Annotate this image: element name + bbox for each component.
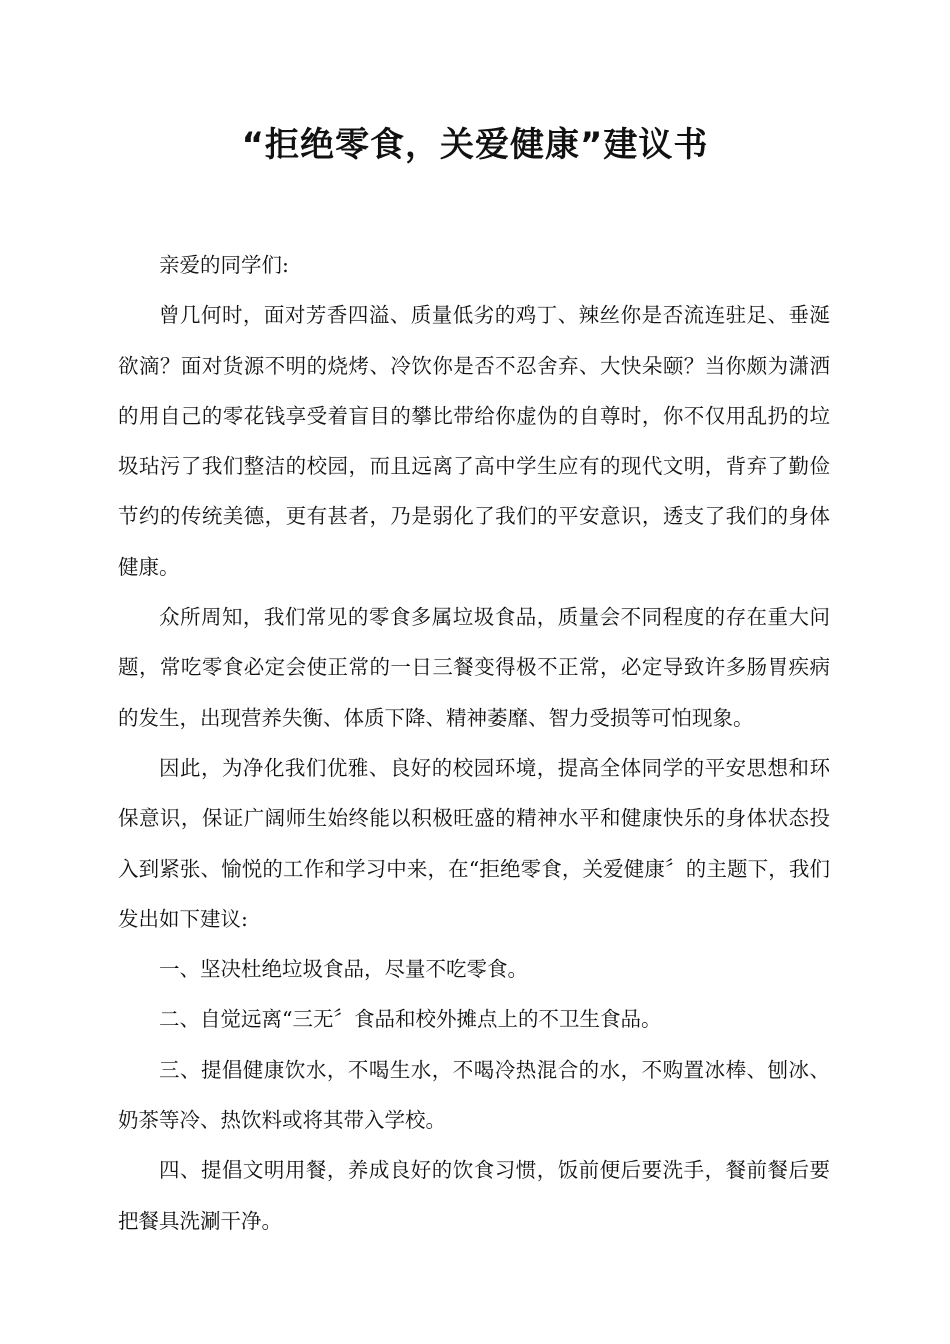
suggestion-item: 一、坚决杜绝垃圾食品，尽量不吃零食。 [159, 957, 528, 982]
suggestion-item: 二、自觉远离“三无〞食品和校外摊点上的不卫生食品。 [159, 1007, 662, 1032]
suggestion-item: 三、提倡健康饮水，不喝生水，不喝冷热混合的水，不购置冰棒、刨冰、奶茶等冷、热饮料或将其带入学校。 [118, 1057, 830, 1133]
document-title: “拒绝零食，关爱健康”建议书 [241, 125, 709, 165]
suggestion-item: 四、提倡文明用餐，养成良好的饮食习惯，饭前便后要洗手，餐前餐后要把餐具洗涮干净。 [118, 1158, 830, 1233]
salutation: 亲爱的同学们: [159, 253, 289, 277]
document-body [118, 240, 830, 1246]
paragraph: 曾几何时，面对芳香四溢、质量低劣的鸡丁、辣丝你是否流连驻足、垂涎欲滴？面对货源不明的烧烤、冷饮你是否不忍舍弃、大快朵颐？当你颇为潇洒的用自己的零花钱享受着盲目的攀比带给你虚伪的自尊时，你不仅用乱扔的垃圾玷污了我们整洁的校园，而且远离了高中学生应有的现代文明，背弃了勤俭节约的传统美德，更有甚者，乃是弱化了我们的平安意识，透支了我们的身体健康。 [118, 303, 830, 579]
paragraph: 众所周知，我们常见的零食多属垃圾食品，质量会不同程度的存在重大问题，常吃零食必定会使正常的一日三餐变得极不正常，必定导致许多肠胃疾病的发生，出现营养失衡、体质下降、精神萎靡、智力受损等可怕现象。 [118, 605, 830, 730]
paragraph: 因此，为净化我们优雅、良好的校园环境，提高全体同学的平安思想和环保意识，保证广阔师生始终能以积极旺盛的精神水平和健康快乐的身体状态投入到紧张、愉悦的工作和学习中来，在“拒绝零食，关爱健康〞的主题下，我们发出如下建议: [118, 755, 830, 931]
